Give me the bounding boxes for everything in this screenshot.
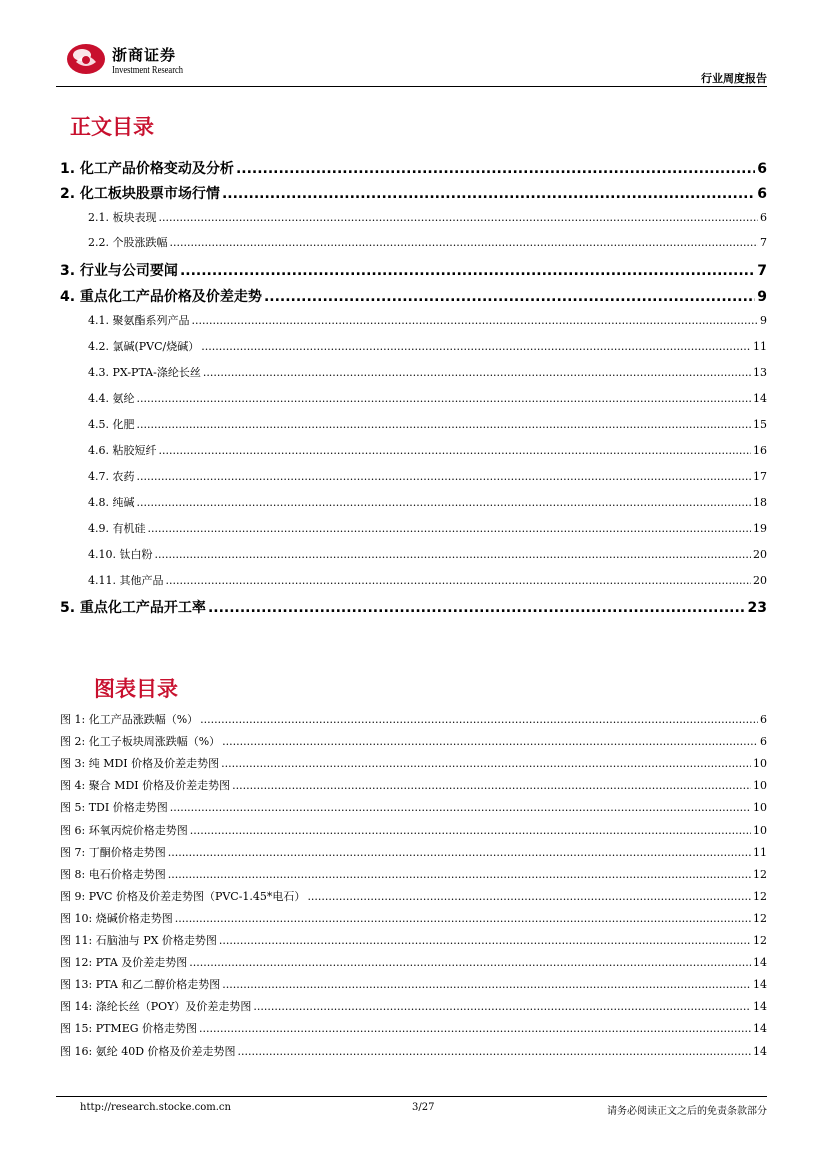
figure-entry-page: 14 — [753, 1022, 767, 1036]
figure-leader-dots — [222, 978, 751, 991]
toc-entry[interactable] — [88, 312, 767, 328]
figure-entry-label: 图 15: PTMEG 价格走势图 — [60, 1022, 198, 1036]
figure-leader-dots — [222, 735, 758, 748]
toc-entry[interactable] — [88, 416, 767, 432]
toc-entry-page: 7 — [760, 236, 767, 249]
toc-entry[interactable] — [88, 234, 767, 250]
toc-entry[interactable] — [88, 364, 767, 380]
figure-entry-page: 10 — [753, 801, 767, 815]
figure-entry-page: 14 — [753, 956, 767, 970]
figure-leader-dots — [200, 713, 758, 726]
figure-entry-page: 6 — [760, 713, 767, 726]
figure-entry-page: 10 — [753, 757, 767, 771]
toc-leader-dots — [137, 418, 752, 431]
figure-entry[interactable] — [60, 1020, 767, 1036]
figure-entry-page: 6 — [760, 735, 767, 749]
toc-leader-dots — [137, 470, 752, 483]
figure-entry[interactable] — [60, 777, 767, 793]
toc-entry[interactable] — [60, 597, 767, 617]
toc-entry-label: 4.3. PX-PTA-涤纶长丝 — [88, 366, 201, 379]
figure-leader-dots — [307, 890, 751, 903]
figure-leader-dots — [253, 1000, 751, 1013]
toc-entry-page: 20 — [753, 548, 767, 561]
figure-leader-dots — [221, 757, 751, 770]
toc-entry[interactable] — [88, 442, 767, 458]
toc-entry-label: 1. 化工产品价格变动及分析 — [60, 161, 234, 177]
figure-entry-page: 14 — [753, 1044, 767, 1058]
figure-entry-label: 图 16: 氨纶 40D 价格及价差走势图 — [60, 1044, 236, 1058]
figure-entry[interactable] — [60, 799, 767, 815]
figure-leader-dots — [170, 801, 751, 814]
toc-leader-dots — [203, 366, 751, 379]
figure-entry-label: 图 1: 化工产品涨跌幅（%） — [60, 713, 199, 726]
toc-entry-page: 13 — [753, 366, 767, 379]
toc-entry-label: 4.8. 纯碱 — [88, 496, 135, 509]
toc-entry-page: 6 — [760, 211, 767, 224]
toc-leader-dots — [264, 289, 755, 305]
figure-entry-page: 12 — [753, 867, 767, 881]
figure-entry-label: 图 11: 石脑油与 PX 价格走势图 — [60, 934, 217, 947]
footer-disclaimer: 请务必阅读正文之后的免责条款部分 — [607, 1106, 767, 1117]
figure-entry-page: 11 — [753, 845, 767, 859]
toc-entry[interactable] — [88, 468, 767, 484]
figure-entry-page: 12 — [753, 934, 767, 947]
toc-leader-dots — [137, 392, 752, 405]
toc-entry[interactable] — [88, 546, 767, 562]
company-logo-icon — [66, 40, 106, 76]
report-type-label: 行业周度报告 — [701, 72, 767, 85]
figure-leader-dots — [199, 1022, 751, 1035]
figure-entry-page: 10 — [753, 779, 767, 793]
toc-entry-label: 4.1. 聚氨酯系列产品 — [88, 314, 190, 327]
toc-leader-dots — [159, 211, 759, 224]
figure-entry-label: 图 2: 化工子板块周涨跌幅（%） — [60, 735, 221, 749]
toc-leader-dots — [148, 522, 752, 535]
figure-entry-label: 图 4: 聚合 MDI 价格及价差走势图 — [60, 779, 231, 793]
figure-entry-label: 图 7: 丁酮价格走势图 — [60, 845, 166, 859]
figure-entry[interactable] — [60, 733, 767, 749]
toc-entry-label: 2. 化工板块股票市场行情 — [60, 186, 220, 202]
figure-leader-dots — [232, 779, 751, 792]
toc-entry[interactable] — [88, 572, 767, 588]
figure-entry-page: 14 — [753, 978, 767, 992]
toc-title: 正文目录 — [70, 115, 154, 139]
toc-entry-page: 14 — [753, 392, 767, 405]
figure-entry[interactable] — [60, 976, 767, 992]
figure-entry[interactable] — [60, 844, 767, 860]
toc-entry-page: 15 — [753, 418, 767, 431]
toc-leader-dots — [201, 340, 751, 353]
figure-leader-dots — [168, 868, 751, 881]
company-name-cn: 浙商证券 — [112, 46, 177, 64]
toc-entry-label: 4.6. 粘胶短纤 — [88, 444, 157, 457]
figure-leader-dots — [175, 912, 751, 925]
header-divider — [56, 86, 767, 87]
figure-entry-page: 10 — [753, 823, 767, 837]
toc-leader-dots — [208, 600, 746, 616]
figure-entry[interactable] — [60, 755, 767, 771]
toc-entry[interactable] — [88, 338, 767, 354]
toc-entry-label: 4.5. 化肥 — [88, 418, 135, 431]
toc-entry-label: 4.11. 其他产品 — [88, 574, 164, 587]
toc-entry-label: 4. 重点化工产品价格及价差走势 — [60, 289, 262, 305]
toc-leader-dots — [180, 263, 755, 279]
figure-leader-dots — [190, 824, 751, 837]
toc-entry-page: 9 — [757, 289, 767, 305]
figure-entry-label: 图 14: 涤纶长丝（POY）及价差走势图 — [60, 1000, 252, 1014]
toc-entry[interactable] — [60, 286, 767, 306]
figure-entry-label: 图 6: 环氧丙烷价格走势图 — [60, 823, 188, 837]
toc-entry-label: 4.4. 氨纶 — [88, 392, 135, 405]
toc-entry[interactable] — [60, 260, 767, 280]
toc-entry-label: 4.9. 有机硅 — [88, 522, 146, 535]
toc-entry-page: 20 — [753, 574, 767, 587]
toc-leader-dots — [222, 186, 755, 202]
figure-entry[interactable] — [60, 888, 767, 904]
toc-entry-page: 9 — [760, 314, 767, 327]
figure-entry[interactable] — [60, 954, 767, 970]
toc-entry-label: 4.10. 钛白粉 — [88, 548, 153, 561]
toc-entry-label: 5. 重点化工产品开工率 — [60, 600, 206, 616]
figure-entry[interactable] — [60, 932, 767, 948]
figure-entry[interactable] — [60, 866, 767, 882]
toc-entry-page: 17 — [753, 470, 767, 483]
figure-entry[interactable] — [60, 910, 767, 926]
figure-entry-label: 图 8: 电石价格走势图 — [60, 867, 166, 881]
figure-entry-page: 14 — [753, 1000, 767, 1014]
toc-entry-label: 4.7. 农药 — [88, 470, 135, 483]
toc-entry-page: 6 — [757, 186, 767, 202]
figure-leader-dots — [219, 934, 751, 947]
toc-leader-dots — [159, 444, 752, 457]
figure-leader-dots — [168, 846, 751, 859]
figure-entry-page: 12 — [753, 889, 767, 903]
figure-entry-label: 图 5: TDI 价格走势图 — [60, 801, 168, 815]
figure-entry[interactable] — [60, 822, 767, 838]
figure-leader-dots — [189, 956, 751, 969]
toc-entry[interactable] — [88, 494, 767, 510]
figure-entry-page: 12 — [753, 911, 767, 925]
toc-entry[interactable] — [88, 520, 767, 536]
toc-entry-page: 11 — [753, 340, 767, 353]
toc-leader-dots — [155, 548, 752, 561]
toc-entry-label: 2.1. 板块表现 — [88, 211, 157, 224]
figure-entry-label: 图 13: PTA 和乙二醇价格走势图 — [60, 978, 221, 992]
footer-url: http://research.stocke.com.cn — [80, 1102, 231, 1113]
figure-entry-label: 图 3: 纯 MDI 价格及价差走势图 — [60, 757, 220, 771]
toc-entry-label: 4.2. 氯碱(PVC/烧碱） — [88, 340, 200, 353]
toc-leader-dots — [137, 496, 752, 509]
toc-leader-dots — [236, 161, 755, 177]
toc-leader-dots — [166, 574, 752, 587]
page-header — [0, 0, 827, 90]
footer-divider — [56, 1096, 767, 1097]
toc-entry[interactable] — [88, 390, 767, 406]
company-name-en: Investment Research — [112, 65, 184, 76]
toc-entry-page: 19 — [753, 522, 767, 535]
toc-entry[interactable] — [60, 183, 767, 203]
figure-entry-label: 图 9: PVC 价格及价差走势图（PVC-1.45*电石） — [60, 889, 306, 903]
figure-entry[interactable] — [60, 998, 767, 1014]
figures-title: 图表目录 — [94, 677, 178, 701]
toc-entry-page: 23 — [747, 600, 767, 616]
toc-entry-label: 2.2. 个股涨跌幅 — [88, 236, 168, 249]
toc-leader-dots — [170, 236, 759, 249]
figure-entry-label: 图 10: 烧碱价格走势图 — [60, 911, 173, 925]
toc-entry-label: 3. 行业与公司要闻 — [60, 263, 178, 279]
toc-entry[interactable] — [88, 209, 767, 225]
toc-entry-page: 18 — [753, 496, 767, 509]
toc-entry-page: 7 — [757, 263, 767, 279]
toc-leader-dots — [192, 314, 759, 327]
footer-page-number: 3/27 — [412, 1102, 435, 1113]
toc-entry-page: 6 — [757, 161, 767, 177]
figure-entry[interactable] — [60, 1043, 767, 1059]
figure-leader-dots — [238, 1045, 751, 1058]
toc-entry-page: 16 — [753, 444, 767, 457]
figure-entry[interactable] — [60, 711, 767, 727]
toc-entry[interactable] — [60, 158, 767, 178]
figure-entry-label: 图 12: PTA 及价差走势图 — [60, 956, 188, 970]
